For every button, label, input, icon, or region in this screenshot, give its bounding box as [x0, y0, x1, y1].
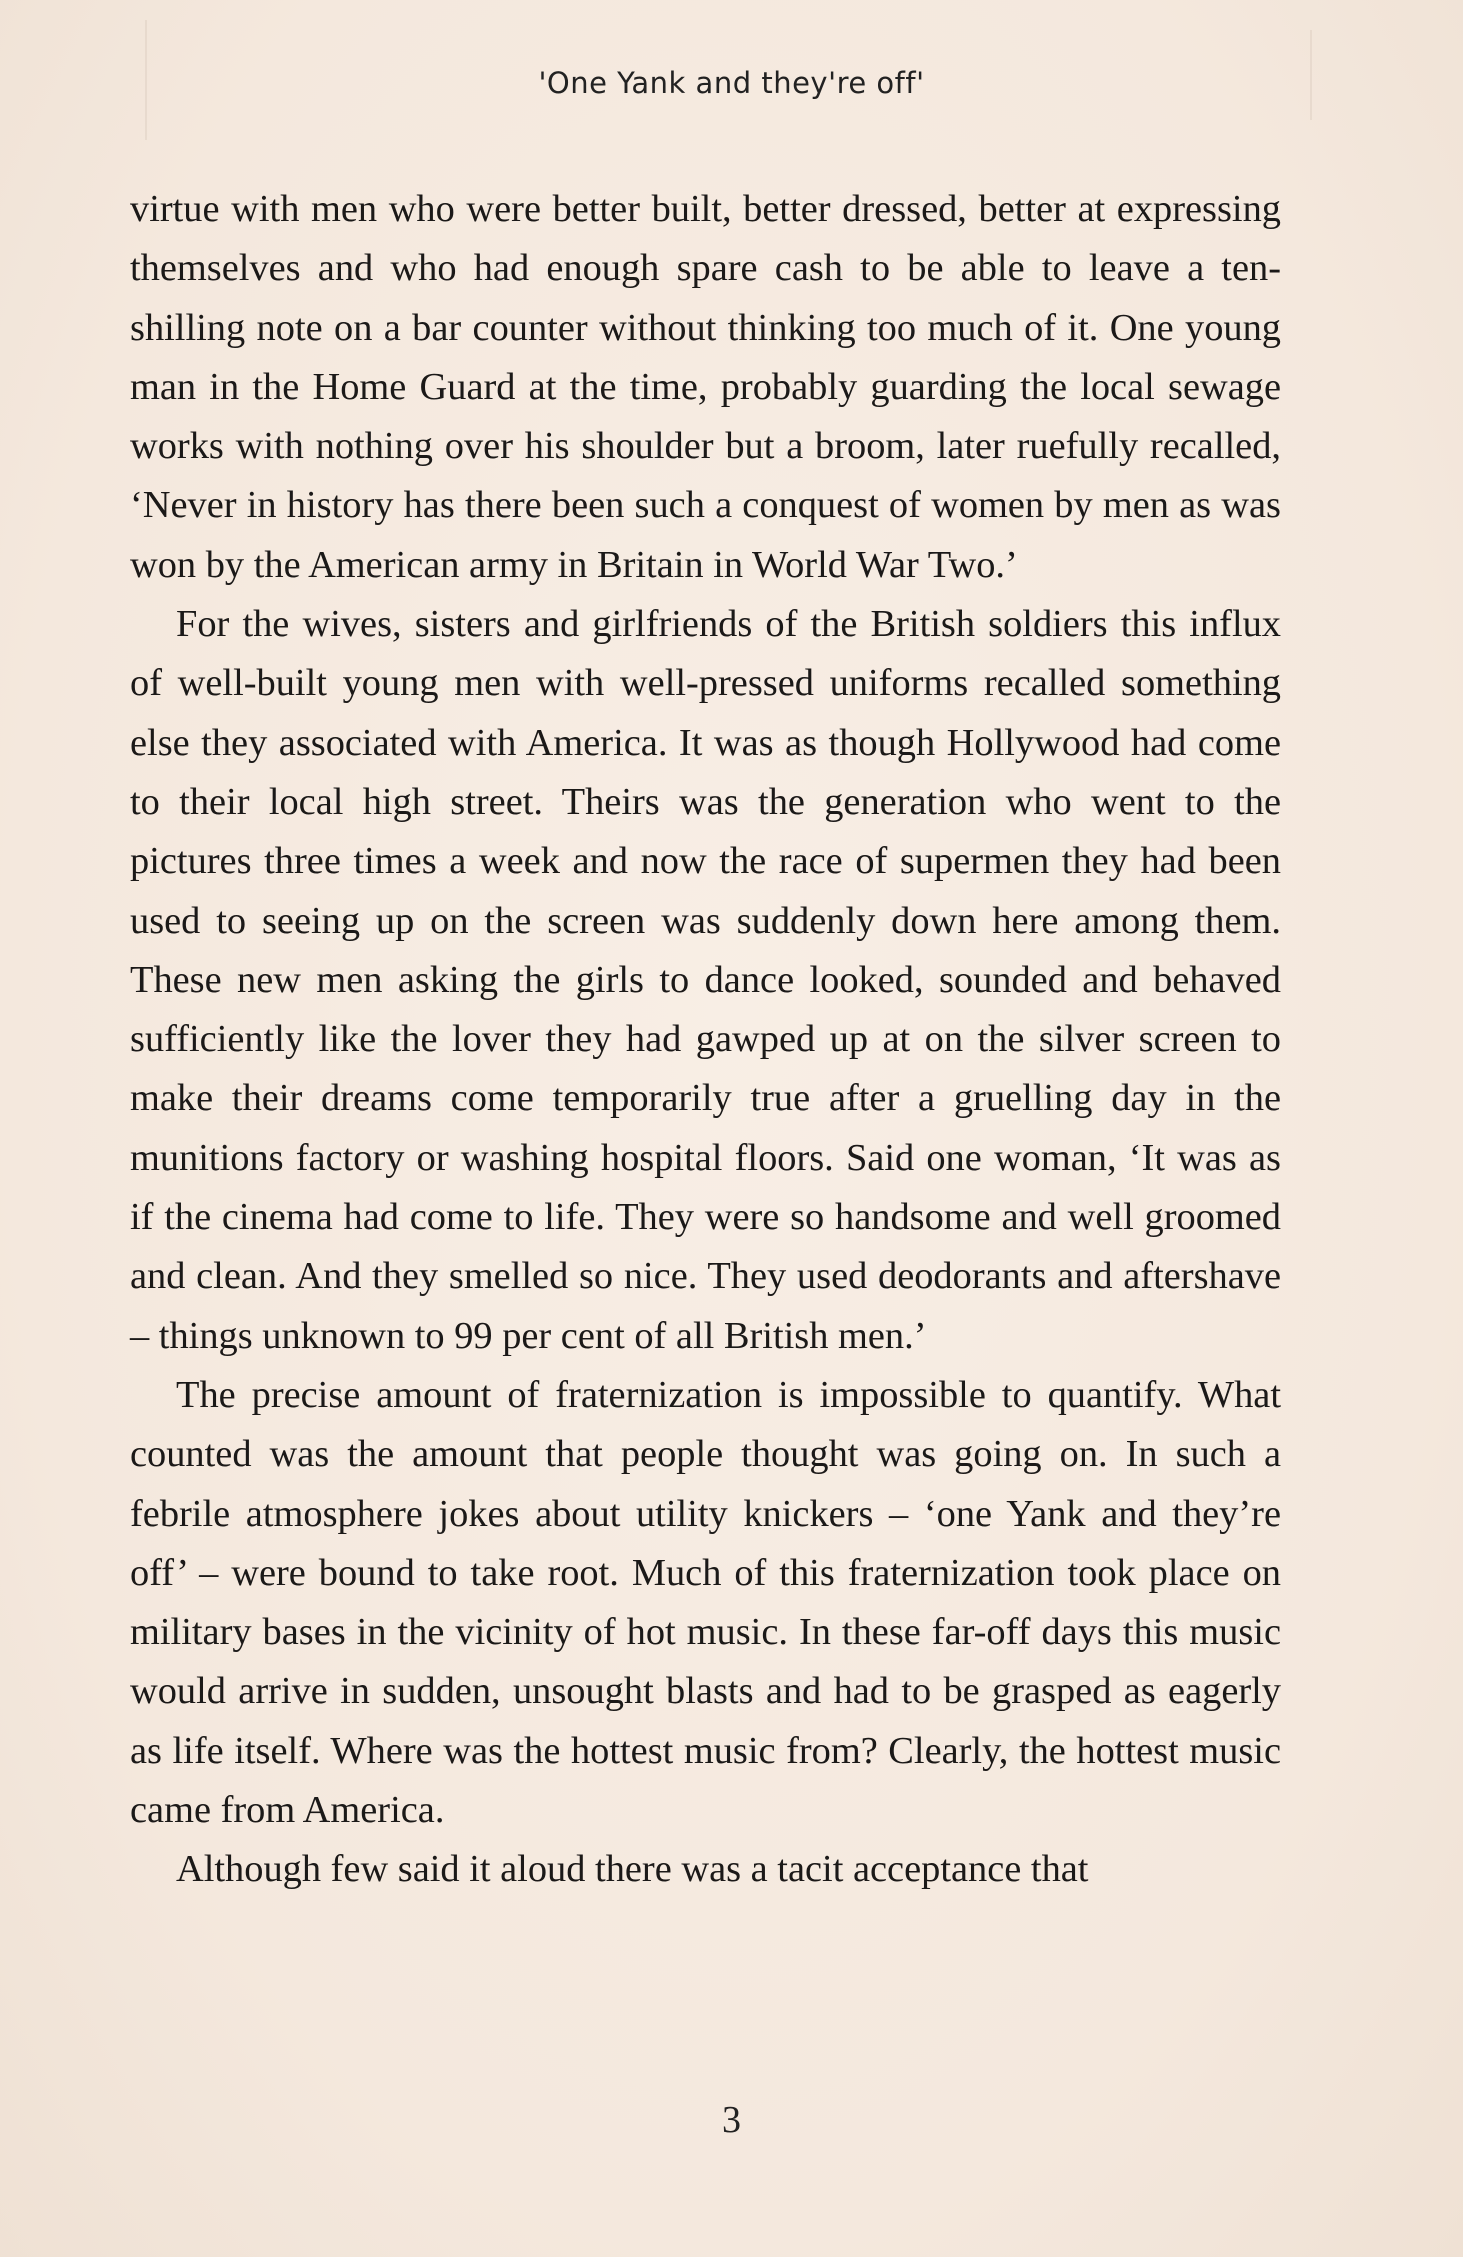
- body-text: [130, 180, 1281, 1900]
- paragraph: For the wives, sisters and girlfriends of the British soldiers this influx of well-built young men with well-pressed uniforms recalled something else they associated with America. It was as though Hollywood had come to their local high street. Theirs was the generation who went to the pictures three times a week and now the race of supermen they had been used to seeing up on the screen was suddenly down here among them. These new men asking the girls to dance looked, sounded and behaved sufficiently like the lover they had gawped up at on the silver screen to make their dreams come temporarily true after a gruelling day in the munitions factory or washing hospital floors. Said one woman, ‘It was as if the cinema had come to life. They were so handsome and well groomed and clean. And they smelled so nice. They used deodorants and aftershave – things unknown to 99 per cent of all British men.’: [130, 603, 1281, 1357]
- running-head: 'One Yank and they're off': [538, 66, 925, 100]
- paragraph: virtue with men who were better built, better dressed, better at expressing themselves and who had enough spare cash to be able to leave a ten-shilling note on a bar counter without thinking too much of it. One young man in the Home Guard at the time, probably guarding the local sewage works with nothing over his shoulder but a broom, later ruefully recalled, ‘Never in history has there been such a conquest of women by men as was won by the American army in Britain in World War Two.’: [130, 188, 1281, 586]
- page-number: 3: [722, 2099, 741, 2141]
- paragraph: The precise amount of fraternization is impossible to quantify. What counted was the amount that people thought was going on. In such a febrile atmosphere jokes about utility knickers – ‘one Yank and they’re off’ – were bound to take root. Much of this fraternization took place on military bases in the vicinity of hot music. In these far-off days this music would arrive in sudden, unsought blasts and had to be grasped as eagerly as life itself. Where was the hottest music from? Clearly, the hottest music came from America.: [130, 1373, 1281, 1832]
- paragraph: Although few said it aloud there was a tacit acceptance that: [176, 1848, 1089, 1891]
